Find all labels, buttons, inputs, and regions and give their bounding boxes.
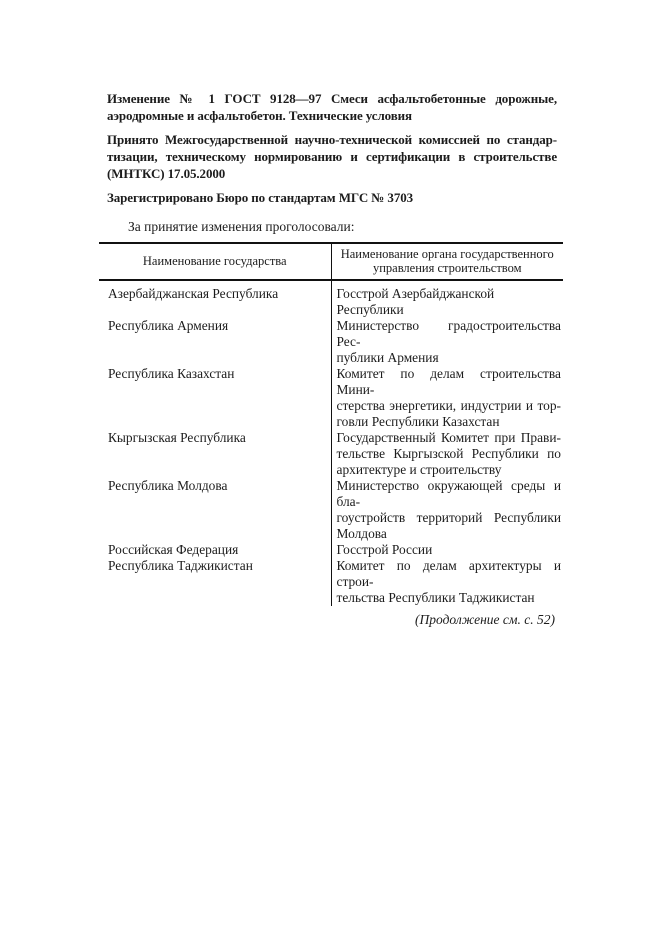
agency-name-cell: Комитет по делам архитектуры и строи- тельства Республики Таджикистан: [331, 558, 563, 606]
agency-name-cell: Государственный Комитет при Прави- тельстве Кыргызской Республики по архитектуре и строительству: [331, 430, 563, 478]
continuation-note: (Продолжение см. с. 52): [415, 612, 555, 627]
table-row: [99, 280, 563, 318]
agency-name-cell: Госстрой России: [331, 542, 563, 558]
vote-intro-paragraph: За принятие изменения проголосовали:: [128, 219, 355, 234]
agency-name-cell: Госстрой Азербайджанской Республики: [331, 280, 563, 318]
voting-table-header: [99, 243, 563, 280]
state-name-cell: Республика Армения: [108, 318, 229, 333]
registered-paragraph: Зарегистрировано Бюро по стандартам МГС № 3703: [107, 190, 414, 205]
state-name-cell: Азербайджанская Республика: [108, 286, 279, 301]
state-name-cell: Российская Федерация: [108, 542, 239, 557]
voting-table-body: [99, 280, 563, 606]
voting-table: [99, 242, 563, 606]
agency-name-cell: Комитет по делам строительства Мини- стерства энергетики, индустрии и тор- говли Республики Казахстан: [331, 366, 563, 430]
adopted-paragraph: Принято Межгосударственной научно-технической комиссией по стандар- тизации, техническому нормированию и сертификации в строительстве (МНТКС) 17.05.2000: [107, 132, 557, 181]
column-header-agency: Наименование органа государственного управления строительством: [331, 243, 563, 280]
state-name-cell: Кыргызская Республика: [108, 430, 246, 445]
table-row: [99, 318, 563, 366]
table-row: [99, 366, 563, 430]
state-name-cell: Республика Казахстан: [108, 366, 235, 381]
state-name-cell: Республика Таджикистан: [108, 558, 253, 573]
agency-name-cell: Министерство градостроительства Рес- публики Армения: [331, 318, 563, 366]
table-row: [99, 558, 563, 606]
table-row: [99, 430, 563, 478]
table-row: [99, 478, 563, 542]
table-row: [99, 542, 563, 558]
document-content: [99, 90, 563, 628]
column-header-state: Наименование государства: [99, 243, 331, 280]
state-name-cell: Республика Молдова: [108, 478, 228, 493]
amendment-title: Изменение № 1 ГОСТ 9128—97 Смеси асфальтобетонные дорожные, аэродромные и асфальтобетон. Технические условия: [107, 91, 557, 123]
agency-name-cell: Министерство окружающей среды и бла- гоустройств территорий Республики Молдова: [331, 478, 563, 542]
